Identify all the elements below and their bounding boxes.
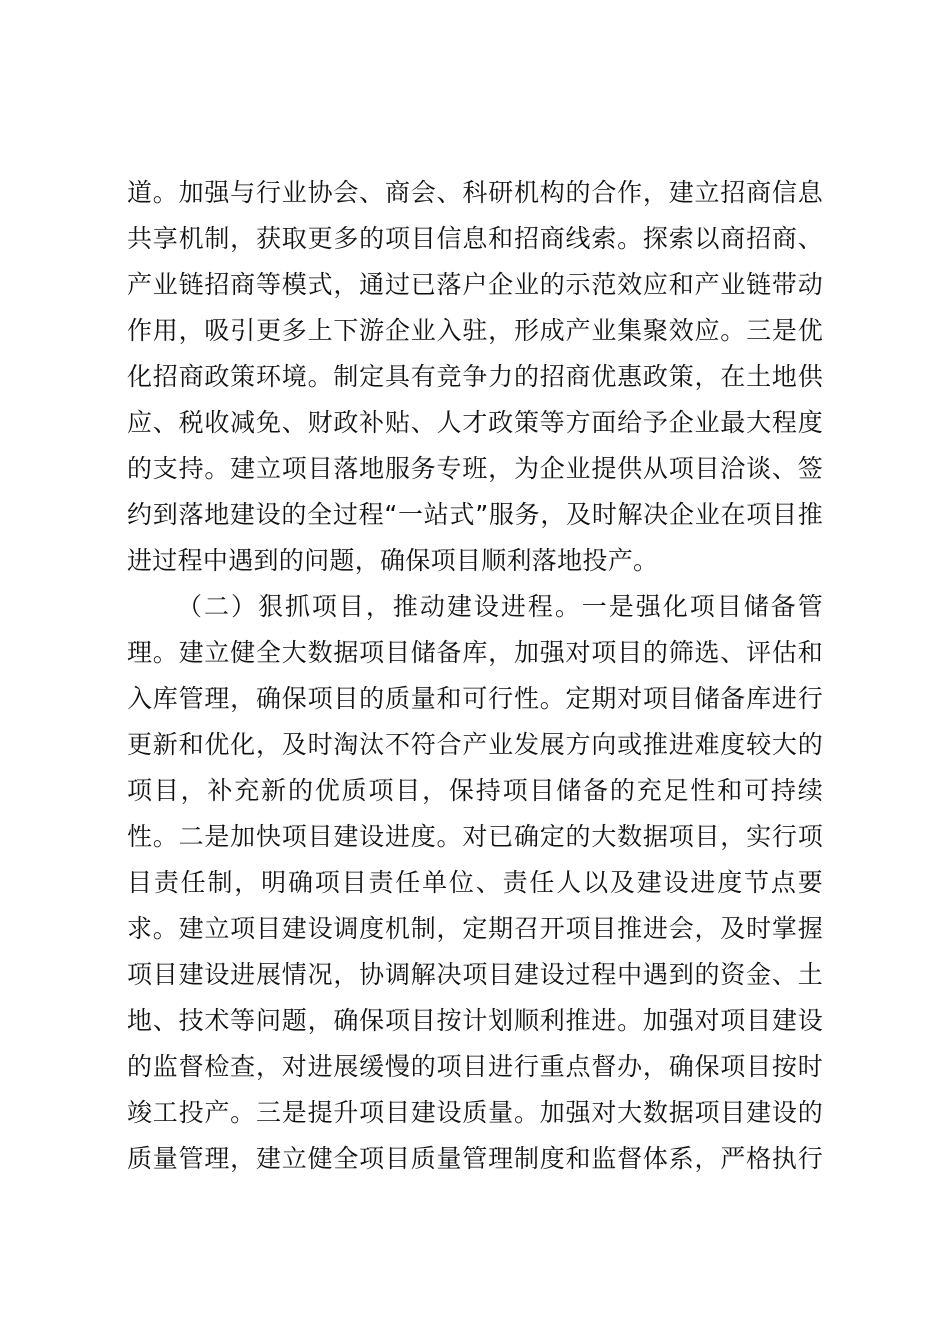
text-line-6: 应、税收减免、财政补贴、人才政策等方面给予企业最大程度: [127, 408, 823, 437]
text-line-17: 求。建立项目建设调度机制，定期召开项目推进会，及时掌握: [127, 914, 823, 943]
text-line-13: 更新和优化，及时淘汰不符合产业发展方向或推进难度较大的: [127, 730, 823, 759]
text-line-7: 的支持。建立项目落地服务专班，为企业提供从项目洽谈、签: [127, 454, 823, 483]
text-line-21: 竣工投产。三是提升项目建设质量。加强对大数据项目建设的: [127, 1098, 823, 1127]
text-line-12: 入库管理，确保项目的质量和可行性。定期对项目储备库进行: [127, 684, 823, 713]
text-line-16: 目责任制，明确项目责任单位、责任人以及建设进度节点要: [127, 868, 823, 897]
text-line-14: 项目，补充新的优质项目，保持项目储备的充足性和可持续: [127, 776, 823, 805]
section-heading-line: （二）狠抓项目，推动建设进程。一是强化项目储备管: [177, 592, 823, 621]
text-line-19: 地、技术等问题，确保项目按计划顺利推进。加强对项目建设: [127, 1006, 823, 1035]
text-line-22: 质量管理，建立健全项目质量管理制度和监督体系，严格执行: [127, 1144, 823, 1173]
body-text: [127, 170, 823, 1182]
text-line-9: 进过程中遇到的问题，确保项目顺利落地投产。: [127, 546, 659, 575]
text-line-15: 性。二是加快项目建设进度。对已确定的大数据项目，实行项: [127, 822, 823, 851]
text-line-8: 约到落地建设的全过程“一站式”服务，及时解决企业在项目推: [127, 500, 823, 529]
text-line-4: 作用，吸引更多上下游企业入驻，形成产业集聚效应。三是优: [127, 316, 823, 345]
text-line-3: 产业链招商等模式，通过已落户企业的示范效应和产业链带动: [127, 270, 823, 299]
text-line-1: 道。加强与行业协会、商会、科研机构的合作，建立招商信息: [127, 178, 823, 207]
text-line-5: 化招商政策环境。制定具有竞争力的招商优惠政策，在土地供: [127, 362, 823, 391]
text-line-11: 理。建立健全大数据项目储备库，加强对项目的筛选、评估和: [127, 638, 823, 667]
text-line-18: 项目建设进展情况，协调解决项目建设过程中遇到的资金、土: [127, 960, 823, 989]
text-line-2: 共享机制，获取更多的项目信息和招商线索。探索以商招商、: [127, 224, 823, 253]
text-line-20: 的监督检查，对进展缓慢的项目进行重点督办，确保项目按时: [127, 1052, 823, 1081]
